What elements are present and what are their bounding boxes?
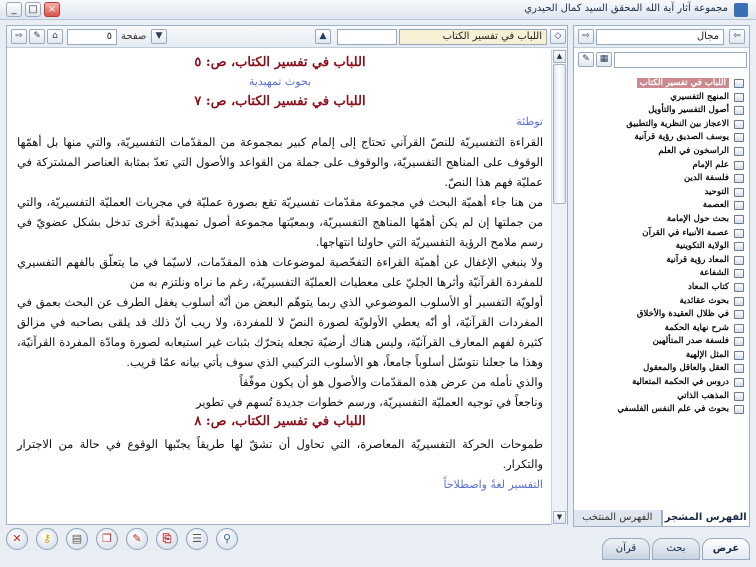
book-icon bbox=[734, 93, 744, 102]
book-icon bbox=[734, 188, 744, 197]
close-window-button[interactable]: × bbox=[44, 2, 60, 17]
index-item[interactable] bbox=[574, 281, 749, 295]
book-icon bbox=[734, 351, 744, 360]
window-controls bbox=[6, 2, 60, 17]
page-heading: اللباب في تفسير الكتاب، ص: ٥ bbox=[194, 55, 366, 70]
index-item-label: كتاب المعاد bbox=[688, 281, 729, 292]
title-bar bbox=[0, 0, 756, 20]
index-item-label: الولاية التكوينية bbox=[675, 241, 729, 252]
tools-icon[interactable]: ✎ bbox=[578, 52, 594, 67]
keyboard-icon[interactable]: ▦ bbox=[596, 52, 612, 67]
index-item[interactable] bbox=[574, 390, 749, 404]
book-icon bbox=[734, 283, 744, 292]
scroll-down-icon[interactable]: ▼ bbox=[553, 511, 566, 524]
search-icon[interactable]: ⚲ bbox=[216, 528, 238, 550]
book-icon bbox=[734, 269, 744, 278]
index-item[interactable] bbox=[574, 295, 749, 309]
page-heading: اللباب في تفسير الكتاب، ص: ٨ bbox=[194, 414, 366, 429]
index-item[interactable] bbox=[574, 376, 749, 390]
paragraph: والذي نأمله من عرض هذه المقدّمات والأصول هو أن يكون موفّقاً bbox=[239, 375, 543, 389]
index-item[interactable] bbox=[574, 362, 749, 376]
index-item[interactable] bbox=[574, 254, 749, 268]
main-tab[interactable]: قرآن bbox=[602, 538, 650, 560]
index-item[interactable] bbox=[574, 104, 749, 118]
index-tabs bbox=[573, 510, 750, 527]
book-icon bbox=[734, 147, 744, 156]
paragraph: من هنا جاء أهميّة البحث في مجموعة مقدّمات تفسيريّة تقع بصورة عمليّة في مجريات العمليّة التفسيريّة، والتي من جملتها إن لم يكن أهمّها المناهج التفسيريّة، وبمعيّتها مجموعة أصول تمهيديّة أخرى تدخل بشكل عضويّ في رسم ملامح الرؤية التفسيريّة التي حاولنا انتهاجها. bbox=[17, 195, 543, 249]
book-index-list bbox=[574, 74, 749, 510]
document-text-area[interactable] bbox=[7, 49, 551, 525]
scroll-thumb[interactable] bbox=[553, 64, 566, 204]
index-item-label: العقل والعاقل والمعقول bbox=[643, 363, 729, 374]
index-item-label: المنهج التفسيري bbox=[670, 91, 729, 102]
index-item[interactable] bbox=[574, 227, 749, 241]
book-icon bbox=[734, 174, 744, 183]
index-item[interactable] bbox=[574, 172, 749, 186]
section-title: توطئة bbox=[516, 115, 543, 128]
index-item-label: الاعجاز بين النظرية والتطبيق bbox=[626, 118, 729, 129]
index-item[interactable] bbox=[574, 403, 749, 417]
index-tab[interactable]: الفهرس المنتخب bbox=[573, 510, 662, 527]
paragraph: القراءة التفسيريّة للنصّ القرآني تحتاج إلى إلمام كبير بمجموعة من المقدّمات التفسيريّة، والتي منها بل أهمّها الوقوف على المناهج التفسيريّة، والوقوف على جملة من القواعد والأصول التي تعدّ بمثابة العناصر المشتركة في عمليّة فهم هذا النصّ. bbox=[17, 135, 543, 189]
index-item[interactable] bbox=[574, 267, 749, 281]
index-item-label: العصمة bbox=[702, 200, 729, 211]
copy-icon[interactable]: ⎘ bbox=[156, 528, 178, 550]
index-item-label: شرح نهاية الحكمة bbox=[664, 322, 729, 333]
index-item-label: الراسخون في العلم bbox=[658, 145, 729, 156]
book-icon[interactable]: ❐ bbox=[96, 528, 118, 550]
index-search-input[interactable] bbox=[614, 52, 747, 68]
index-item-label: فلسفة صدر المتألهين bbox=[652, 336, 729, 347]
index-item-label: المذهب الذاتي bbox=[677, 390, 729, 401]
book-icon bbox=[734, 161, 744, 170]
index-header bbox=[574, 26, 749, 48]
index-item[interactable] bbox=[574, 213, 749, 227]
forward-arrow-icon[interactable]: ⇨ bbox=[11, 29, 27, 44]
index-item[interactable] bbox=[574, 77, 749, 91]
window-title: مجموعة آثار آية الله المحقق السيد كمال الحيدري bbox=[524, 3, 728, 14]
bottom-toolbar bbox=[6, 528, 238, 554]
page-heading: اللباب في تفسير الكتاب، ص: ٧ bbox=[194, 94, 366, 109]
index-item[interactable] bbox=[574, 186, 749, 200]
book-icon bbox=[734, 79, 744, 88]
book-icon bbox=[734, 120, 744, 129]
vertical-scrollbar[interactable] bbox=[551, 49, 567, 525]
book-icon bbox=[734, 392, 744, 401]
index-item[interactable] bbox=[574, 308, 749, 322]
index-item[interactable] bbox=[574, 322, 749, 336]
section-link[interactable]: التفسير لغةً واصطلاحاً bbox=[443, 478, 543, 491]
index-toolbar bbox=[574, 52, 749, 70]
tools-icon[interactable]: ✎ bbox=[29, 29, 45, 44]
paragraph: طموحات الحركة التفسيريّة المعاصرة، التي تحاول أن تشقّ لها طريقاً يجنّبها الوقوع في حالة من الاجترار والتكرار. bbox=[17, 437, 543, 471]
book-icon bbox=[734, 324, 744, 333]
page-up-arrow-icon[interactable]: ▲ bbox=[315, 29, 331, 44]
index-item-label: أصول التفسير والتأويل bbox=[648, 105, 729, 116]
index-item-label: في ظلال العقيدة والأخلاق bbox=[636, 309, 729, 320]
index-item-label: التوحيد bbox=[704, 186, 729, 197]
index-item[interactable] bbox=[574, 118, 749, 132]
book-title-field[interactable]: اللباب في تفسير الكتاب bbox=[399, 29, 547, 45]
book-icon bbox=[734, 337, 744, 346]
print-icon[interactable]: ▤ bbox=[66, 528, 88, 550]
index-tab[interactable]: الفهرس المشجر bbox=[662, 510, 751, 527]
key-icon[interactable]: ⚷ bbox=[36, 528, 58, 550]
book-icon bbox=[734, 310, 744, 319]
back-arrow-icon[interactable]: ⇦ bbox=[729, 29, 745, 44]
book-icon bbox=[734, 133, 744, 142]
scroll-up-icon[interactable]: ▲ bbox=[553, 50, 566, 63]
content-panel bbox=[6, 25, 568, 525]
book-icon bbox=[734, 364, 744, 373]
index-panel bbox=[573, 25, 750, 525]
book-icon bbox=[734, 242, 744, 251]
section-subheading: بحوث تمهيدية bbox=[248, 75, 312, 88]
minimize-button[interactable]: _ bbox=[6, 2, 22, 17]
edit-icon[interactable]: ✎ bbox=[126, 528, 148, 550]
page-number-field[interactable]: ٥ bbox=[67, 29, 117, 45]
main-tab[interactable]: بحث bbox=[652, 538, 700, 560]
index-item-label: المثل الإلهية bbox=[685, 349, 729, 360]
main-tab[interactable]: عرض bbox=[702, 538, 750, 560]
book-icon bbox=[734, 297, 744, 306]
book-icon bbox=[734, 405, 744, 414]
app-icon bbox=[734, 3, 748, 17]
index-item-label: عصمة الأنبياء في القرآن bbox=[642, 227, 729, 238]
index-item[interactable] bbox=[574, 91, 749, 105]
note-icon[interactable]: ☰ bbox=[186, 528, 208, 550]
maximize-button[interactable]: □ bbox=[25, 2, 41, 17]
bookmark-icon[interactable]: ⌂ bbox=[47, 29, 63, 44]
index-item-label: المعاد رؤية قرآنية bbox=[666, 254, 729, 265]
close-icon[interactable]: ✕ bbox=[6, 528, 28, 550]
book-icon bbox=[734, 201, 744, 210]
book-icon bbox=[734, 229, 744, 238]
index-item[interactable] bbox=[574, 240, 749, 254]
content-toolbar bbox=[7, 26, 567, 48]
page-down-arrow-icon[interactable]: ▼ bbox=[151, 29, 167, 44]
paragraph: ولا ينبغي الإغفال عن أهميّة القراءة التفحّصية لموضوعات هذه المقدّمات، لاسيّما في ما يتعلّق بالفهم التفسيري للمفردة القرآنيّة وأثرها الجليّ على معطيات العمليّة التفسيريّة، رغم ما نراه ونلتزم به من bbox=[17, 255, 543, 289]
index-item[interactable] bbox=[574, 145, 749, 159]
book-icon bbox=[734, 256, 744, 265]
index-item[interactable] bbox=[574, 199, 749, 213]
index-item-label: علم الإمام bbox=[692, 159, 729, 170]
index-item[interactable] bbox=[574, 131, 749, 145]
book-icon bbox=[734, 215, 744, 224]
book-icon bbox=[734, 106, 744, 115]
index-item[interactable] bbox=[574, 159, 749, 173]
forward-arrow-icon[interactable]: ⇨ bbox=[578, 29, 594, 44]
index-item-label: الشفاعة bbox=[699, 268, 729, 279]
index-item-label: يوسف الصديق رؤية قرآنية bbox=[634, 132, 729, 143]
paragraph: وناجعاً في توجيه العمليّة التفسيريّة، ورسم خطوات جديدة تُسهم في تطوير bbox=[195, 395, 543, 409]
index-item-label: بحث حول الإمامة bbox=[666, 213, 729, 224]
index-item-label: اللباب في تفسير الكتاب bbox=[637, 78, 729, 88]
eraser-icon[interactable]: ◇ bbox=[550, 29, 566, 44]
index-item-label: فلسفة الدين bbox=[683, 173, 729, 184]
index-item[interactable] bbox=[574, 349, 749, 363]
index-item[interactable] bbox=[574, 335, 749, 349]
book-icon bbox=[734, 378, 744, 387]
page-label: صفحة bbox=[121, 31, 147, 42]
scope-field[interactable]: مجال bbox=[596, 29, 724, 45]
paragraph: أولويّة التفسير أو الأسلوب الموضوعي الذي ربما يتوهّم البعض من أنّه أسلوب يغفل الطرف عن البحث بعمق في المفردات القرآنيّة، أو أنّه يعطي الأولويّة لصورة النصّ لا للمفردة، ولا ريب أنّ ذلك قد يلقى بصاحبه في مزالق كثيرة لفهم المعارف القرآنيّة، وليس هناك أرضيّة تجعله يتحرّك بثبات غير استيعابه لصورة ومادّة المفردة القرآنيّة، وهذا ما جعلنا نتوسّل أسلوباً جامعاً، هو الأسلوب التركيبي الذي سوف يأتي بيانه عمّا قريب. bbox=[17, 295, 543, 369]
index-item-label: دروس في الحكمة المتعالية bbox=[632, 377, 729, 388]
index-item-label: بحوث في علم النفس الفلسفي bbox=[617, 404, 729, 415]
index-item-label: بحوث عقائدية bbox=[679, 295, 729, 306]
search-field[interactable] bbox=[337, 29, 397, 45]
main-tabs bbox=[602, 538, 750, 560]
